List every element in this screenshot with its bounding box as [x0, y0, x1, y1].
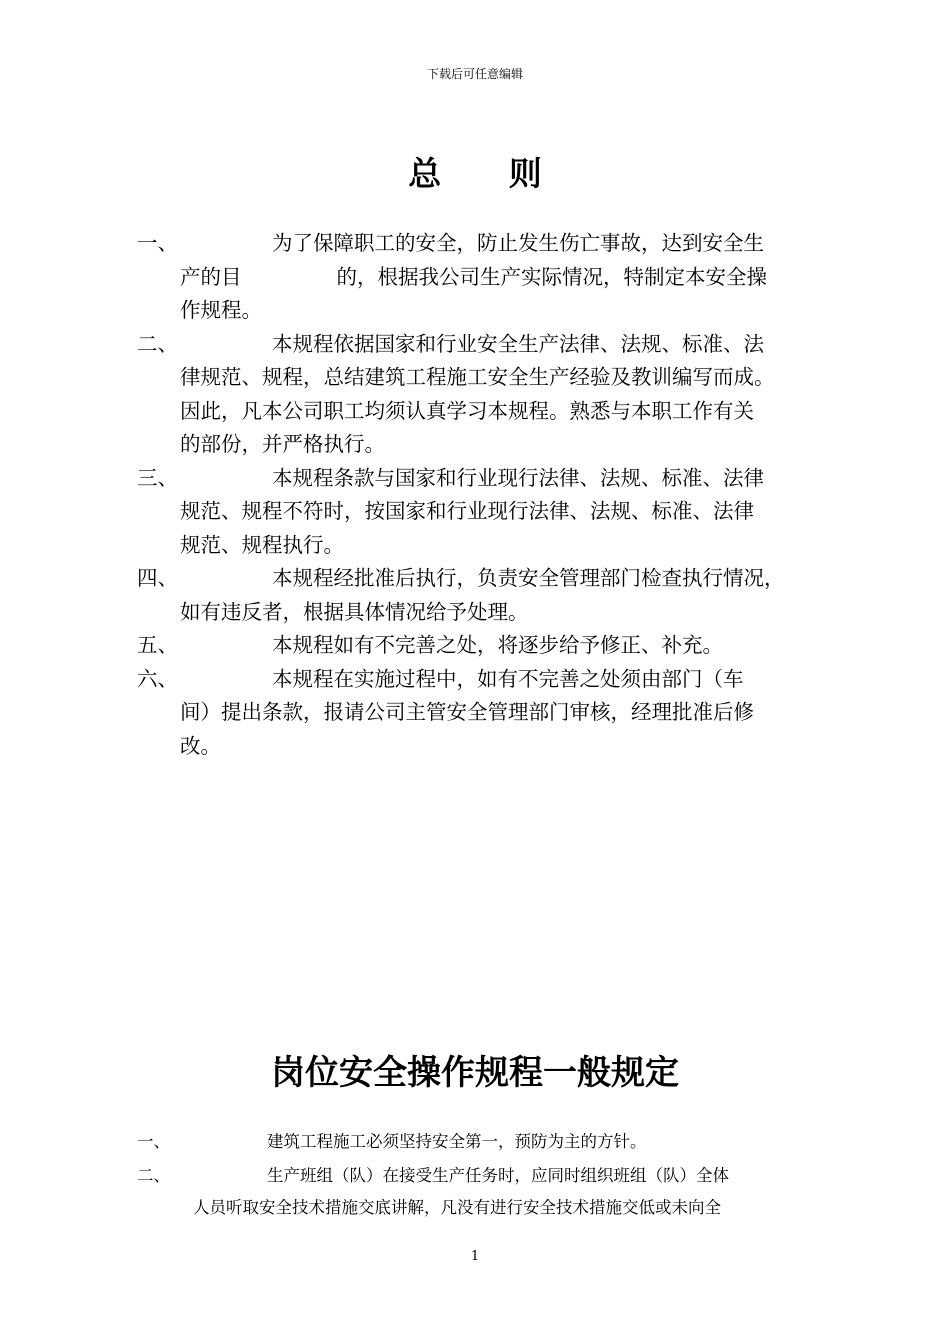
list-item	[0, 1160, 950, 1224]
general-rules-list	[0, 1126, 950, 1226]
section-title-general-rules: 岗位安全操作规程一般规定	[271, 1053, 679, 1093]
list-item	[0, 562, 950, 629]
item-text-line: 本规程如有不完善之处，将逐步给予修正、补充。	[272, 633, 723, 657]
item-number: 二、	[137, 1166, 170, 1185]
item-text-line: 作规程。	[180, 298, 262, 322]
item-text-line: 的部份，并严格执行。	[180, 432, 385, 456]
item-number: 一、	[137, 1132, 170, 1151]
item-text-line: 建筑工程施工必须坚持安全第一，预防为主的方针。	[267, 1132, 647, 1151]
item-number: 四、	[137, 566, 178, 590]
item-text-line: 规范、规程不符时，按国家和行业现行法律、法规、标准、法律	[180, 499, 754, 523]
list-item	[0, 462, 950, 563]
item-text-line: 本规程经批准后执行，负责安全管理部门检查执行情况，	[272, 566, 785, 590]
item-number: 五、	[137, 633, 178, 657]
item-text-line: 生产班组（队）在接受生产任务时，应同时组织班组（队）全体	[267, 1166, 729, 1185]
item-text-line: 因此，凡本公司职工均须认真学习本规程。熟悉与本职工作有关	[180, 398, 754, 423]
list-item	[0, 328, 950, 462]
section-title-general-principles: 总 则	[408, 154, 570, 193]
item-text-line: 人员听取安全技术措施交底讲解，凡没有进行安全技术措施交低或未向全	[193, 1198, 721, 1217]
item-text-line: 为了保障职工的安全，防止发生伤亡事故，达到安全生	[272, 231, 764, 255]
list-item	[0, 1126, 950, 1158]
item-text-line: 间）提出条款，报请公司主管安全管理部门审核，经理批准后修	[180, 700, 754, 724]
item-text-line: 规范、规程执行。	[180, 532, 344, 557]
item-text-line: 律规范、规程，总结建筑工程施工安全生产经验及教训编写而成。	[180, 365, 775, 389]
item-text-line: 本规程在实施过程中，如有不完善之处须由部门（车	[272, 666, 744, 691]
page-number: 1	[470, 1249, 480, 1264]
item-text-line: 如有违反者，根据具体情况给予处理。	[180, 599, 529, 624]
list-item	[0, 629, 950, 663]
list-item	[0, 227, 950, 328]
item-text-line: 本规程依据国家和行业安全生产法律、法规、标准、法	[272, 331, 764, 356]
page-header: 下载后可任意编辑	[426, 67, 523, 81]
item-text-line: 改。	[180, 733, 221, 758]
item-text-line: 本规程条款与国家和行业现行法律、法规、标准、法律	[272, 465, 764, 490]
item-number: 二、	[137, 331, 178, 356]
item-text-line: 产的目 的，根据我公司生产实际情况，特制定本安全操	[180, 264, 767, 289]
list-item	[0, 663, 950, 764]
item-number: 三、	[137, 465, 178, 490]
general-principles-list	[0, 227, 950, 763]
item-number: 一、	[137, 231, 178, 255]
item-number: 六、	[137, 666, 178, 691]
